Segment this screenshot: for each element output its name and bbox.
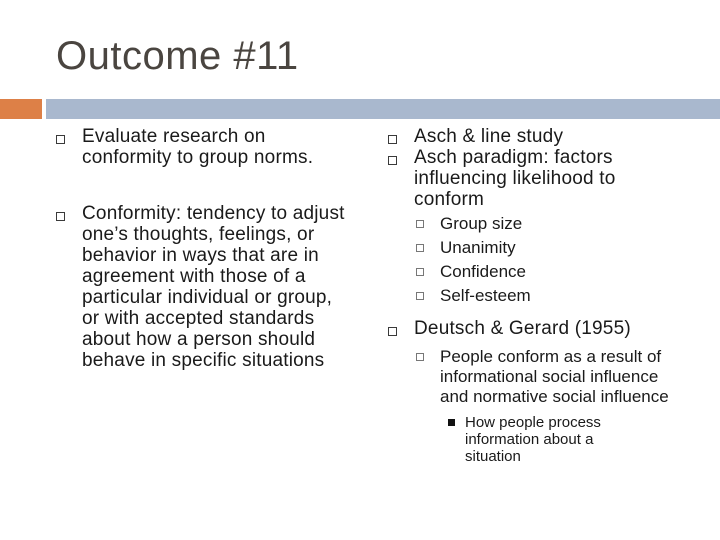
accent-bar [0, 99, 42, 119]
factor-item [414, 214, 716, 234]
factor-item [414, 286, 716, 306]
bullet-deutsch-gerard [386, 318, 716, 339]
checkbox-bullet-icon [56, 135, 65, 144]
bullet-text: Evaluate research on conformity to group norms. [82, 126, 314, 168]
checkbox-bullet-icon [388, 156, 397, 165]
bullet-text: Deutsch & Gerard (1955) [414, 318, 631, 339]
bullet-conformity-definition [54, 203, 352, 371]
factor-item [414, 238, 716, 258]
bullet-text: Asch & line study [414, 126, 564, 147]
factor-item [414, 262, 716, 282]
checkbox-bullet-icon [416, 220, 424, 228]
bullet-text: Asch paradigm: factors influencing likelihood to conform [414, 147, 616, 210]
bullet-evaluate-research [54, 126, 332, 168]
factor-text: Confidence [440, 262, 527, 281]
checkbox-bullet-icon [416, 353, 424, 361]
checkbox-bullet-icon [388, 135, 397, 144]
factor-text: Unanimity [440, 238, 516, 257]
right-column [386, 126, 716, 465]
square-bullet-icon [448, 419, 455, 426]
bullet-asch-line-study [386, 126, 716, 147]
bullet-text: Conformity: tendency to adjust one’s thoughts, feelings, or behavior in ways that are in agreement with those of a particular individual or group, or with accepted standards about how a person should behave in specific situations [82, 203, 345, 371]
factor-text: Self-esteem [440, 286, 531, 305]
factor-text: Group size [440, 214, 523, 233]
subpoint-text: People conform as a result of informational social influence and normative social influence [440, 347, 669, 406]
checkbox-bullet-icon [56, 212, 65, 221]
bullet-asch-paradigm [386, 147, 654, 210]
checkbox-bullet-icon [416, 292, 424, 300]
checkbox-bullet-icon [388, 327, 397, 336]
left-column [54, 126, 354, 371]
title-divider-bar [46, 99, 720, 119]
subsubpoint-text: How people process information about a situation [465, 414, 601, 465]
factor-list [414, 214, 716, 306]
checkbox-bullet-icon [416, 268, 424, 276]
checkbox-bullet-icon [416, 244, 424, 252]
slide-title: Outcome #11 [56, 34, 299, 78]
deutsch-subsubpoint [448, 414, 645, 465]
deutsch-subpoint [414, 347, 686, 407]
